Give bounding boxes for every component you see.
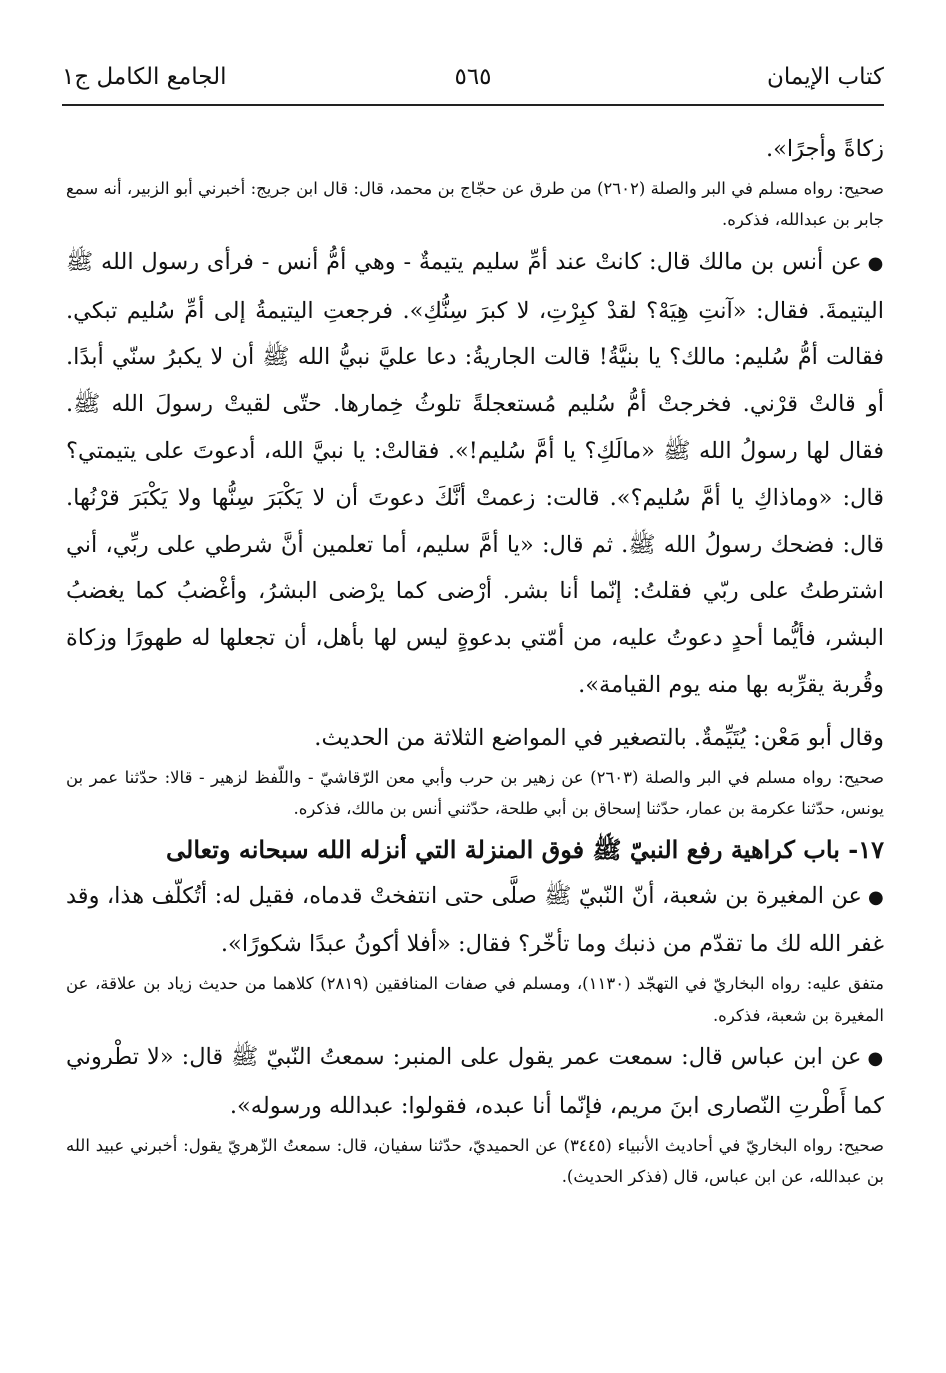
hadith-reference: صحيح: رواه البخاريّ في أحاديث الأنبياء (٣٤٤٥) عن الحميديّ، حدّثنا سفيان، قال: سمعتُ الزّهريّ يقول: أخبرني عبيد الله بن عبدالله، عن ابن عباس، قال (فذكر الحديث). xyxy=(66,1135,884,1187)
bullet-icon: ● xyxy=(867,252,884,274)
hadith-reference: صحيح: رواه مسلم في البر والصلة (٢٦٠٢) من طرق عن حجّاج بن محمد، قال: قال ابن جريج: أخبرني أبو الزبير، أنه سمع جابر بن عبدالله، فذكره. xyxy=(66,178,884,230)
hadith-paragraph xyxy=(66,1034,884,1130)
header-divider xyxy=(62,104,884,106)
hadith-text: عن ابن عباس قال: سمعت عمر يقول على المنبر: سمعتُ النّبيّ ﷺ قال: «لا تطْروني كما أَطْرتِ النّصارى ابنَ مريم، فإنّما أنا عبده، فقولوا: عبدالله ورسوله». xyxy=(66,1044,884,1119)
hadith-text: عن المغيرة بن شعبة، أنّ النّبيّ ﷺ صلَّى حتى انتفختْ قدماه، فقيل له: أتُكلّف هذا، وقد غفر الله لك ما تقدّم من ذنبك وما تأخّر؟ فقال: «أفلا أكونُ عبدًا شكورًا». xyxy=(66,882,884,958)
chapter-heading: ١٧- باب كراهية رفع النبيّ ﷺ فوق المنزلة التي أنزله الله سبحانه وتعالى xyxy=(166,834,884,864)
book-title: كتاب الإيمان xyxy=(767,64,884,90)
hadith-reference: متفق عليه: رواه البخاريّ في التهجّد (١١٣٠)، ومسلم في صفات المنافقين (٢٨١٩) كلاهما من حديث زياد بن علاقة، عن المغيرة بن شعبة، فذكره. xyxy=(66,974,884,1025)
page-number: ٥٦٥ xyxy=(454,64,492,90)
main-text-continuation: زكاةً وأجرًا». xyxy=(766,136,884,162)
page-body xyxy=(66,126,884,1193)
hadith-paragraph xyxy=(66,239,884,709)
hadith-paragraph xyxy=(66,873,884,969)
narrator-comment: وقال أبو مَعْن: يُتَيِّمةٌ. بالتصغير في المواضع الثلاثة من الحديث. xyxy=(314,724,884,751)
hadith-text: عن أنس بن مالك قال: كانتْ عند أمِّ سليم يتيمةٌ - وهي أمُّ أنس - فرأى رسول الله ﷺ اليتيمةَ. فقال: «آنتِ هِيَهْ؟ لقدْ كبِرْتِ، لا كبرَ سِنُّكِ». فرجعتِ اليتيمةُ إلى أمِّ سُليم تبكي. فقالت أمُّ سُليم: مالك؟ يا بنيَّةُ! قالت الجاريةُ: دعا عليَّ نبيُّ الله ﷺ أن لا يكبرُ سنّي أبدًا. أو قالتْ قرْني. فخرجتْ أمُّ سُليم مُستعجلةً تلوثُ خِمارها. حتّى لقيتْ رسولَ الله ﷺ. فقال لها رسولُ الله ﷺ «مالَكِ؟ يا أمَّ سُليم!». فقالتْ: يا نبيَّ الله، أدعوتَ على يتيمتي؟ قال: «وماذاكِ يا أمَّ سُليم؟». قالت: زعمتْ أنَّكَ دعوتَ أن لا يَكْبَرَ سِنُّها ولا يَكْبَرَ قرْنُها. قال: فضحك رسولُ الله ﷺ. ثم قال: «يا أمَّ سليم، أما تعلمين أنَّ شرطي على ربِّي، أني اشترطتُ على ربّي فقلتُ: إنّما أنا بشر. أرْضى كما يرْضى البشرُ، وأغْضبُ كما يغضبُ البشر، فأيُّما أحدٍ دعوتُ عليه، من أمّتي بدعوةٍ ليس لها بأهل، أن تجعلها له طهورًا وزكاة وقُربة يقرِّبه بها منه يوم القيامة». xyxy=(66,248,884,698)
volume-title: الجامع الكامل ج١ xyxy=(62,64,227,90)
page-header xyxy=(62,50,884,106)
hadith-reference: صحيح: رواه مسلم في البر والصلة (٢٦٠٣) عن زهير بن حرب وأبي معن الرّقاشيّ - واللّفظ لزهير - قالا: حدّثنا عمر بن يونس، حدّثنا عكرمة بن عمار، حدّثنا إسحاق بن أبي طلحة، حدّثني أنس بن مالك، فذكره. xyxy=(66,767,884,819)
bullet-icon: ● xyxy=(867,1048,884,1070)
bullet-icon: ● xyxy=(868,886,884,908)
